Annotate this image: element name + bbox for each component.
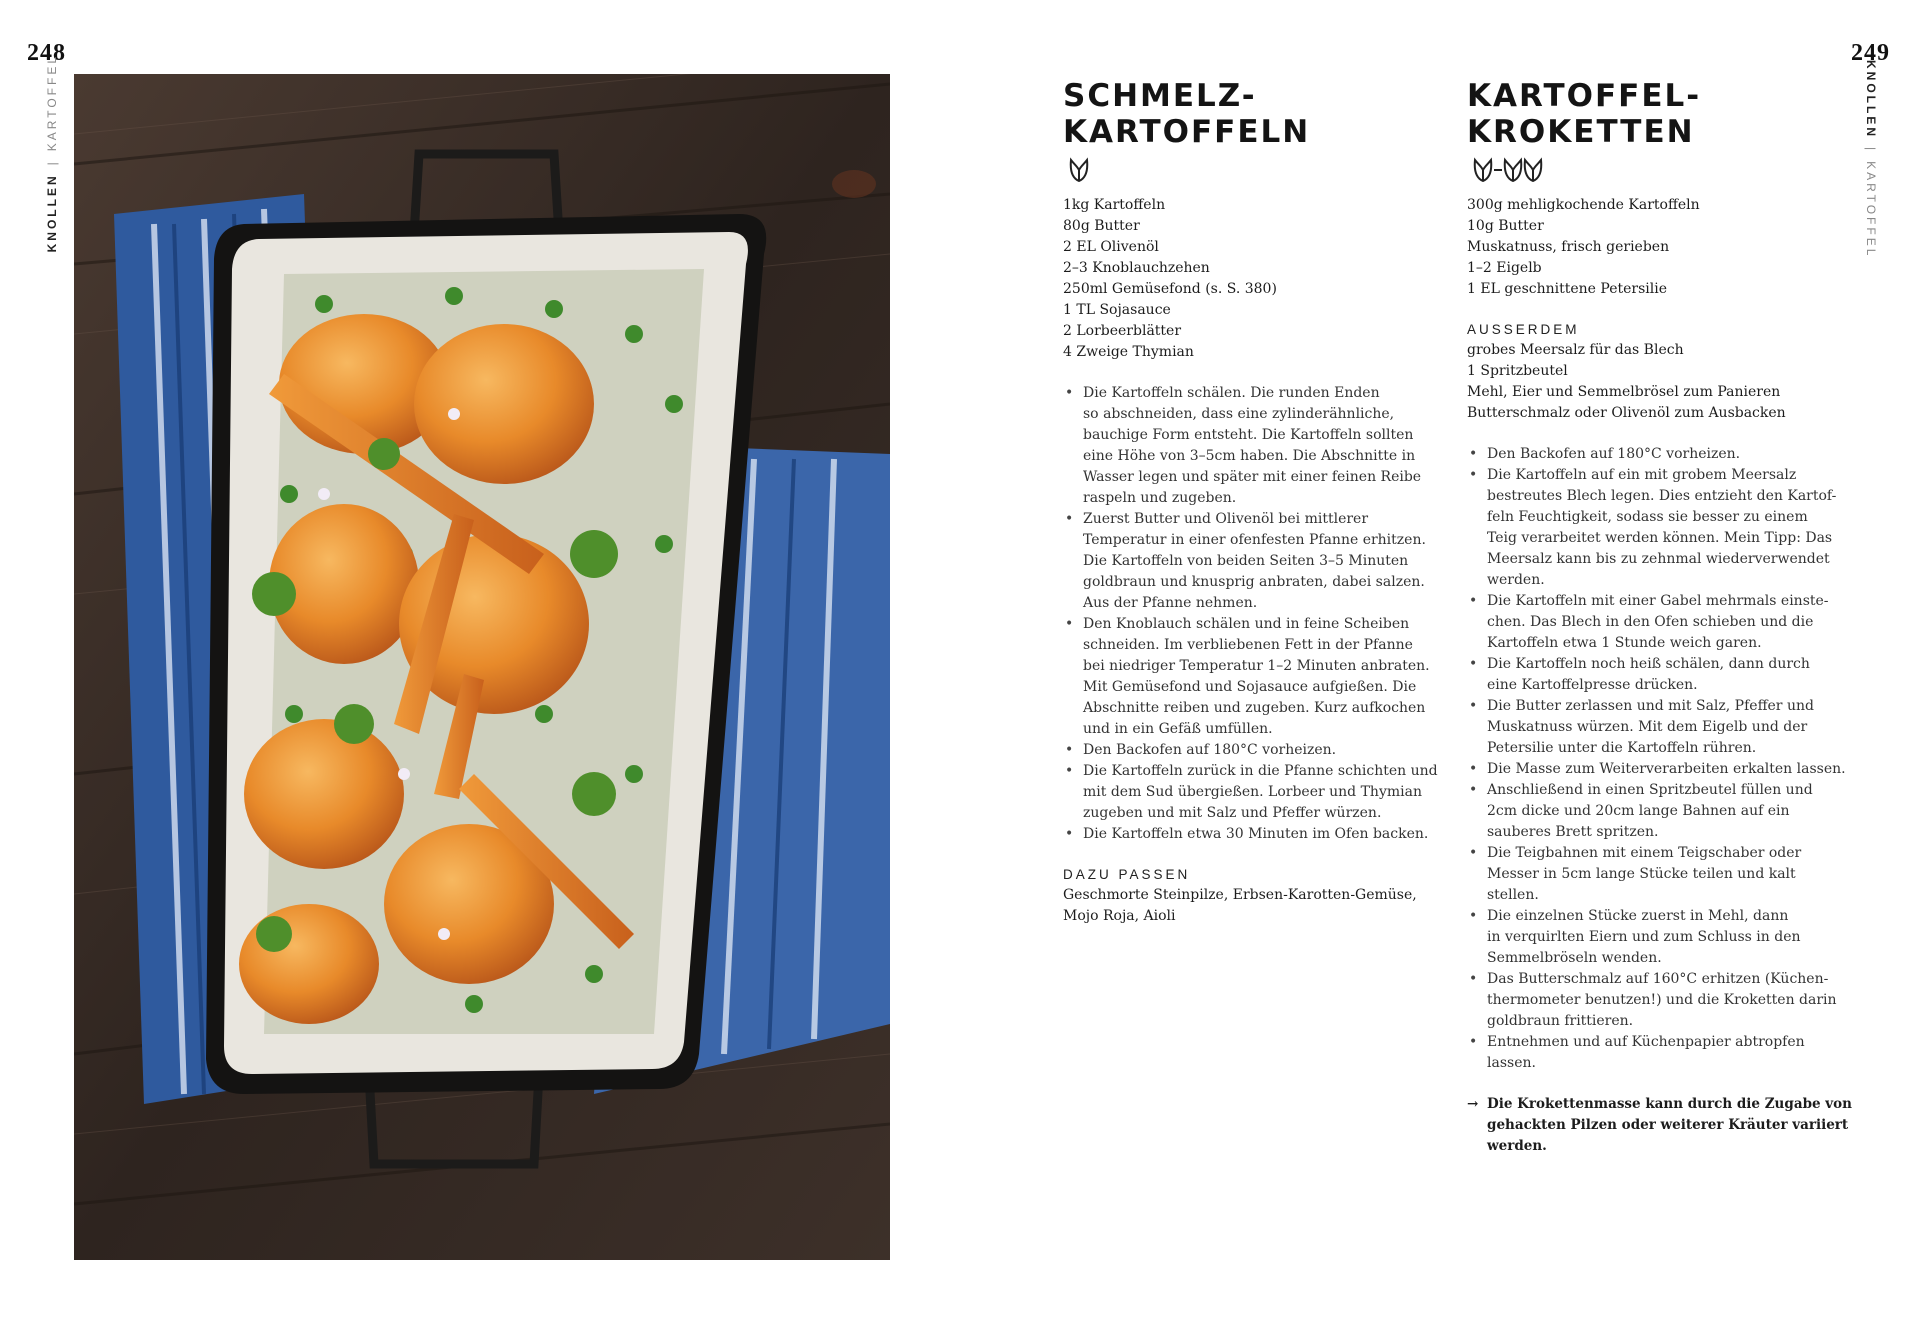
ingredient-item: Butterschmalz oder Olivenöl zum Ausbacken: [1467, 405, 1786, 421]
ingredient-item: 10g Butter: [1467, 218, 1544, 234]
recipe-title: [1063, 78, 1428, 150]
step-line: chen. Das Blech in den Ofen schieben und die: [1487, 614, 1814, 630]
step-line: Die Kartoffeln von beiden Seiten 3–5 Minuten: [1083, 553, 1409, 569]
ingredient-item: grobes Meersalz für das Blech: [1467, 342, 1684, 358]
instruction-step: [1467, 465, 1847, 591]
food-photo-illustration: [74, 74, 890, 1260]
side-label-topic: KARTOFFEL: [1864, 161, 1878, 259]
extra-ingredient-list: [1467, 340, 1847, 424]
ingredient-item: 4 Zweige Thymian: [1063, 344, 1194, 360]
instruction-list: [1063, 383, 1438, 845]
instruction-step: [1467, 906, 1847, 969]
instruction-step: [1467, 759, 1847, 780]
step-line: • Anschließend in einen Spritzbeutel füllen und: [1487, 782, 1813, 798]
step-line: Wasser legen und später mit einer feinen Reibe: [1083, 469, 1422, 485]
instruction-step: [1467, 654, 1847, 696]
step-line: 2cm dicke und 20cm lange Bahnen auf ein: [1487, 803, 1790, 819]
step-line: raspeln und zugeben.: [1083, 490, 1237, 506]
recipe-title-line: KARTOFFEL-: [1467, 78, 1702, 114]
food-photo: [74, 74, 890, 1260]
instruction-step: [1063, 824, 1428, 845]
step-line: Muskatnuss würzen. Mit dem Eigelb und der: [1487, 719, 1808, 735]
step-line: eine Kartoffelpresse drücken.: [1487, 677, 1698, 693]
ingredient-list: [1063, 195, 1428, 363]
step-line: • Die Kartoffeln schälen. Die runden Enden: [1083, 385, 1380, 401]
side-label-right: [1861, 60, 1881, 320]
step-line: goldbraun frittieren.: [1487, 1013, 1634, 1029]
ingredient-item: 2 Lorbeerblätter: [1063, 323, 1182, 339]
step-line: goldbraun und knusprig anbraten, dabei salzen.: [1083, 574, 1425, 590]
step-line: zugeben und mit Salz und Pfeffer würzen.: [1083, 805, 1382, 821]
step-line: Kartoffeln etwa 1 Stunde weich garen.: [1487, 635, 1762, 651]
step-line: eine Höhe von 3–5cm haben. Die Abschnitte in: [1083, 448, 1416, 464]
step-line: Aus der Pfanne nehmen.: [1083, 595, 1258, 611]
step-line: • Die Kartoffeln zurück in die Pfanne schichten und: [1083, 763, 1438, 779]
instruction-step: [1467, 444, 1847, 465]
recipe-title-line: KARTOFFELN: [1063, 114, 1311, 150]
instruction-step: [1063, 383, 1428, 509]
step-line: Semmelbröseln wenden.: [1487, 950, 1662, 966]
step-line: • Die Masse zum Weiterverarbeiten erkalten lassen.: [1487, 761, 1846, 777]
step-line: • Die Kartoffeln mit einer Gabel mehrmals einste-: [1487, 593, 1829, 609]
instruction-step: [1467, 969, 1847, 1032]
step-line: • Die Butter zerlassen und mit Salz, Pfeffer und: [1487, 698, 1814, 714]
recipe-schmelzkartoffeln: [1063, 78, 1438, 927]
instruction-step: [1467, 591, 1847, 654]
step-line: mit dem Sud übergießen. Lorbeer und Thymian: [1083, 784, 1422, 800]
step-line: schneiden. Im verbliebenen Fett in der Pfanne: [1083, 637, 1413, 653]
side-label-chapter: KNOLLEN: [45, 173, 59, 253]
step-line: bauchige Form entsteht. Die Kartoffeln sollten: [1083, 427, 1414, 443]
step-line: • Die einzelnen Stücke zuerst in Mehl, dann: [1487, 908, 1789, 924]
ingredient-item: 1 EL geschnittene Petersilie: [1467, 281, 1667, 297]
step-line: • Den Backofen auf 180°C vorheizen.: [1083, 742, 1337, 758]
instruction-step: [1467, 1032, 1847, 1074]
step-line: • Die Kartoffeln auf ein mit grobem Meersalz: [1487, 467, 1797, 483]
instruction-step: [1467, 780, 1847, 843]
suggestion-line: Geschmorte Steinpilze, Erbsen-Karotten-Gemüse,: [1063, 887, 1417, 903]
step-line: Messer in 5cm lange Stücke teilen und kalt: [1487, 866, 1796, 882]
step-line: thermometer benutzen!) und die Kroketten darin: [1487, 992, 1837, 1008]
ingredient-list: [1467, 195, 1847, 300]
step-line: bestreutes Blech legen. Dies entzieht den Kartof-: [1487, 488, 1837, 504]
side-label-chapter: KNOLLEN: [1864, 60, 1878, 139]
ingredient-item: 1–2 Eigelb: [1467, 260, 1542, 276]
step-line: Temperatur in einer ofenfesten Pfanne erhitzen.: [1083, 532, 1426, 548]
tip-line: Die Krokettenmasse kann durch die Zugabe von: [1487, 1096, 1852, 1112]
instruction-list: [1467, 444, 1847, 1074]
step-line: lassen.: [1487, 1055, 1536, 1071]
step-line: • Die Teigbahnen mit einem Teigschaber oder: [1487, 845, 1802, 861]
ingredient-item: 80g Butter: [1063, 218, 1140, 234]
side-label-separator: |: [45, 159, 59, 166]
step-line: • Die Kartoffeln noch heiß schälen, dann durch: [1487, 656, 1810, 672]
step-line: feln Feuchtigkeit, sodass sie besser zu einem: [1487, 509, 1808, 525]
page-number-right: 249: [1851, 40, 1890, 66]
recipe-title-line: SCHMELZ-: [1063, 78, 1257, 114]
vegetarian-leaf-range-icon: [1473, 154, 1545, 190]
vegetarian-leaf-icon: [1069, 154, 1089, 190]
side-label-topic: KARTOFFEL: [45, 54, 59, 152]
step-line: sauberes Brett spritzen.: [1487, 824, 1659, 840]
step-line: Abschnitte reiben und zugeben. Kurz aufkochen: [1083, 700, 1426, 716]
ingredient-item: Muskatnuss, frisch gerieben: [1467, 239, 1670, 255]
step-line: stellen.: [1487, 887, 1539, 903]
recipe-kartoffelkroketten: [1467, 78, 1852, 1157]
page-number-left: 248: [27, 40, 66, 66]
ingredient-item: 2–3 Knoblauchzehen: [1063, 260, 1210, 276]
ingredient-item: 1 Spritzbeutel: [1467, 363, 1568, 379]
step-line: • Den Backofen auf 180°C vorheizen.: [1487, 446, 1741, 462]
section-label-dazu-passen: DAZU PASSEN: [1063, 867, 1191, 882]
side-label-left: [42, 54, 62, 314]
side-dish-suggestions: [1063, 885, 1428, 927]
step-line: werden.: [1487, 572, 1545, 588]
section-label-ausserdem: AUSSERDEM: [1467, 322, 1580, 337]
ingredient-item: 2 EL Olivenöl: [1063, 239, 1159, 255]
recipe-title-line: KROKETTEN: [1467, 114, 1695, 150]
step-line: Mit Gemüsefond und Sojasauce aufgießen. Die: [1083, 679, 1417, 695]
ingredient-item: 1 TL Sojasauce: [1063, 302, 1171, 318]
suggestion-line: Mojo Roja, Aioli: [1063, 908, 1176, 924]
step-line: • Die Kartoffeln etwa 30 Minuten im Ofen backen.: [1083, 826, 1429, 842]
step-line: bei niedriger Temperatur 1–2 Minuten anbraten.: [1083, 658, 1430, 674]
instruction-step: [1063, 761, 1438, 824]
step-line: und in ein Gefäß umfüllen.: [1083, 721, 1273, 737]
recipe-title: [1467, 78, 1847, 150]
step-line: • Den Knoblauch schälen und in feine Scheiben: [1083, 616, 1410, 632]
instruction-step: [1467, 843, 1847, 906]
arrow-right-icon: →: [1467, 1096, 1479, 1112]
ingredient-item: 300g mehligkochende Kartoffeln: [1467, 197, 1700, 213]
side-label-separator: |: [1864, 147, 1878, 154]
step-line: • Das Butterschmalz auf 160°C erhitzen (Küchen-: [1487, 971, 1829, 987]
ingredient-item: 1kg Kartoffeln: [1063, 197, 1166, 213]
step-line: in verquirlten Eiern und zum Schluss in den: [1487, 929, 1801, 945]
ingredient-item: 250ml Gemüsefond (s. S. 380): [1063, 281, 1277, 297]
step-line: Petersilie unter die Kartoffeln rühren.: [1487, 740, 1757, 756]
step-line: so abschneiden, dass eine zylinderähnliche,: [1083, 406, 1395, 422]
step-line: • Zuerst Butter und Olivenöl bei mittlerer: [1083, 511, 1369, 527]
instruction-step: [1063, 509, 1428, 614]
instruction-step: [1063, 614, 1428, 740]
instruction-step: [1063, 740, 1428, 761]
tip-line: gehackten Pilzen oder weiterer Kräuter variiert: [1487, 1117, 1849, 1133]
instruction-step: [1467, 696, 1847, 759]
tip-line: werden.: [1487, 1138, 1547, 1154]
recipe-tip: [1467, 1094, 1852, 1157]
ingredient-item: Mehl, Eier und Semmelbrösel zum Panieren: [1467, 384, 1781, 400]
step-line: Meersalz kann bis zu zehnmal wiederverwendet: [1487, 551, 1830, 567]
step-line: Teig verarbeitet werden können. Mein Tipp: Das: [1487, 530, 1833, 546]
step-line: • Entnehmen und auf Küchenpapier abtropfen: [1487, 1034, 1805, 1050]
